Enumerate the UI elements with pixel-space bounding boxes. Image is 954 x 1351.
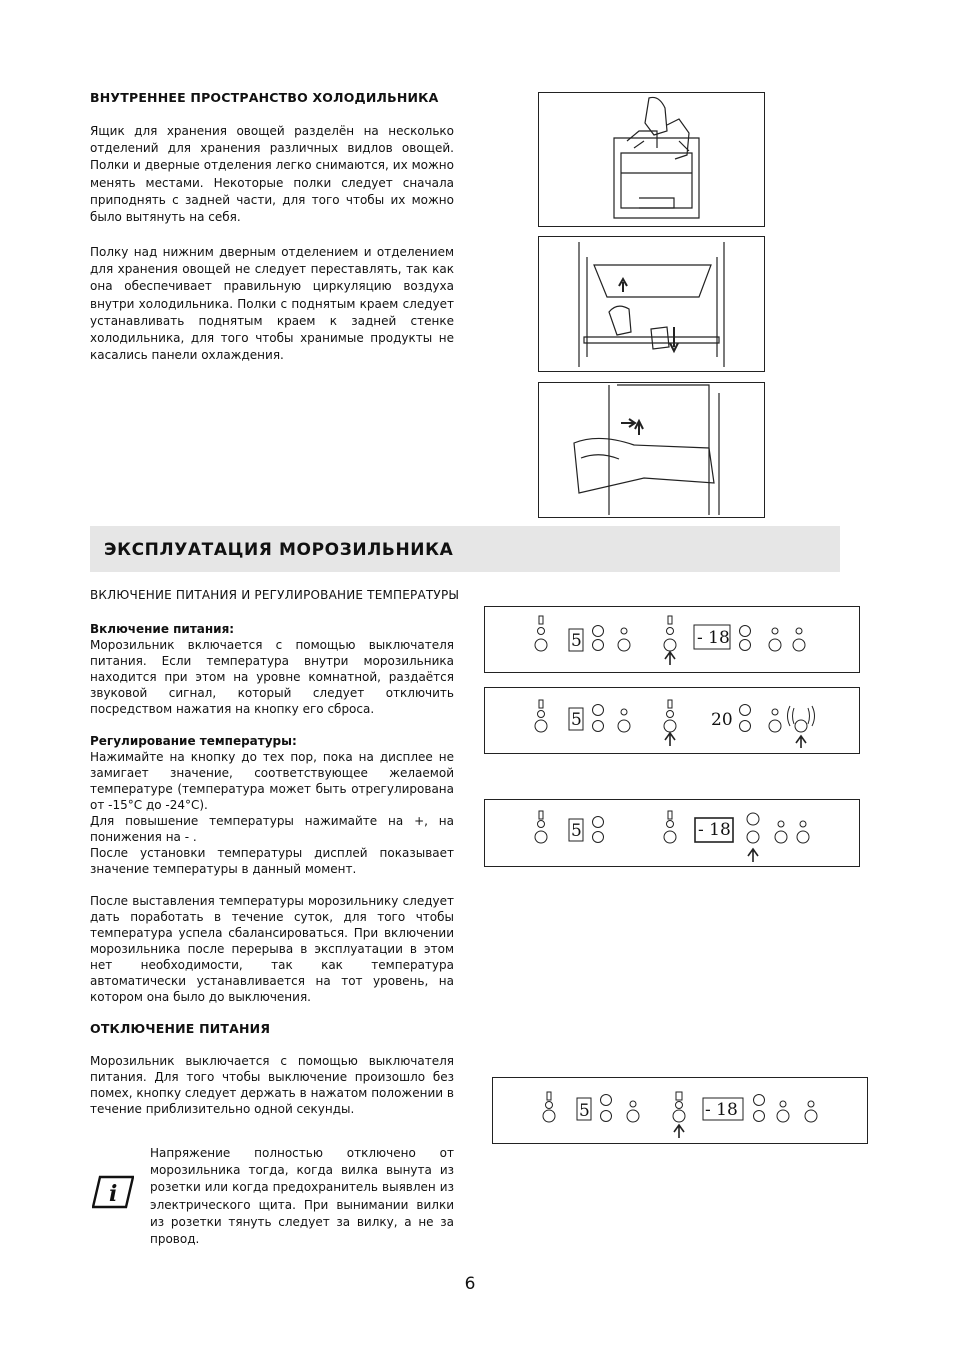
section-title-bar: [90, 526, 840, 572]
panel-2-right-display: 20: [711, 710, 733, 730]
temp-text-3: После установки температуры дисплей показывает значение температуры в данный момент.: [90, 846, 454, 876]
svg-text:i: i: [109, 1181, 118, 1207]
page-number: 6: [464, 1274, 476, 1294]
panel-4-left-display: 5: [579, 1101, 590, 1121]
control-panel-3: [484, 799, 860, 867]
section-title-freezer: ЭКСПЛУАТАЦИЯ МОРОЗИЛЬНИКА: [104, 540, 454, 560]
info-icon: [92, 1175, 134, 1209]
power-on-heading: Включение питания:: [90, 622, 235, 636]
after-setting-text: После выставления температуры морозильнику следует дать поработать в течение суток, для того чтобы температура успела сбалансироваться. При включении морозильника после перерыва в эксплуатации в этом нет необходимости, так как температура автоматически устанавливается на тот уровень, на котором она было до выключения.: [90, 894, 454, 1004]
paragraph-interior-2: Полку над нижним дверным отделением и отделением для хранения овощей не следует переставлять, так как она обеспечивает правильную циркуляцию воздуха внутри холодильника. Полки с поднятым краем следует устанавливать поднятым краем к задней стенке холодильника, для того чтобы хранимые продукты не касались панели охлаждения.: [90, 245, 454, 363]
power-on-text: Морозильник включается с помощью выключателя питания. Если температура внутри морозильника находится при этом на уровне комнатной, раздаётся звуковой сигнал, который следует отключить посредством нажатия на кнопку его сброса.: [90, 638, 454, 716]
paragraph-interior-1: Ящик для хранения овощей разделён на несколько отделений для хранения различных видлов овощей. Полки и дверные отделения легко снимаются, их можно менять местами. Некоторые полки следует сначала приподнять с задней части, для того чтобы их можно было вытянуть на себя.: [90, 124, 454, 225]
temp-heading: Регулирование температуры:: [90, 734, 297, 748]
section-heading-interior: ВНУТРЕННЕЕ ПРОСТРАНСТВО ХОЛОДИЛЬНИКА: [90, 90, 439, 105]
panel-4-right-display: - 18: [705, 1100, 738, 1120]
control-panel-4: [492, 1077, 868, 1144]
power-off-heading: ОТКЛЮЧЕНИЕ ПИТАНИЯ: [90, 1021, 271, 1036]
control-panel-2: [484, 687, 860, 754]
illustration-door-shelf: [538, 382, 765, 518]
note-text: Напряжение полностью отключено от морозильника тогда, когда вилка вынута из розетки или когда предохранитель выявлен из электрического щита. При вынимании вилки из розетки тянуть следует за вилку, а не за провод.: [150, 1146, 454, 1247]
panel-1-left-display: 5: [571, 631, 582, 651]
panel-3-right-display: - 18: [698, 820, 731, 840]
subtitle-power-temp: ВКЛЮЧЕНИЕ ПИТАНИЯ И РЕГУЛИРОВАНИЕ ТЕМПЕРАТУРЫ: [90, 588, 460, 602]
panel-2-left-display: 5: [571, 710, 582, 730]
panel-1-right-display: - 18: [697, 628, 730, 648]
illustration-vegetable-drawer: [538, 92, 765, 227]
panel-3-left-display: 5: [571, 821, 582, 841]
control-panel-1: [484, 606, 860, 673]
illustration-shelf-removal: [538, 236, 765, 372]
power-off-text: Морозильник выключается с помощью выключателя питания. Для того чтобы выключение произошло без помех, кнопку следует держать в нажатом положении в течение приблизительно одной секунды.: [90, 1054, 454, 1116]
temp-text-1: Нажимайте на кнопку до тех пор, пока на дисплее не замигает значение, соответствующее желаемой температуре (температура может быть отрегулирована от -15°С до -24°С).: [90, 750, 454, 812]
temp-text-2: Для повышение температуры нажимайте на +, на понижения на - .: [90, 814, 454, 844]
